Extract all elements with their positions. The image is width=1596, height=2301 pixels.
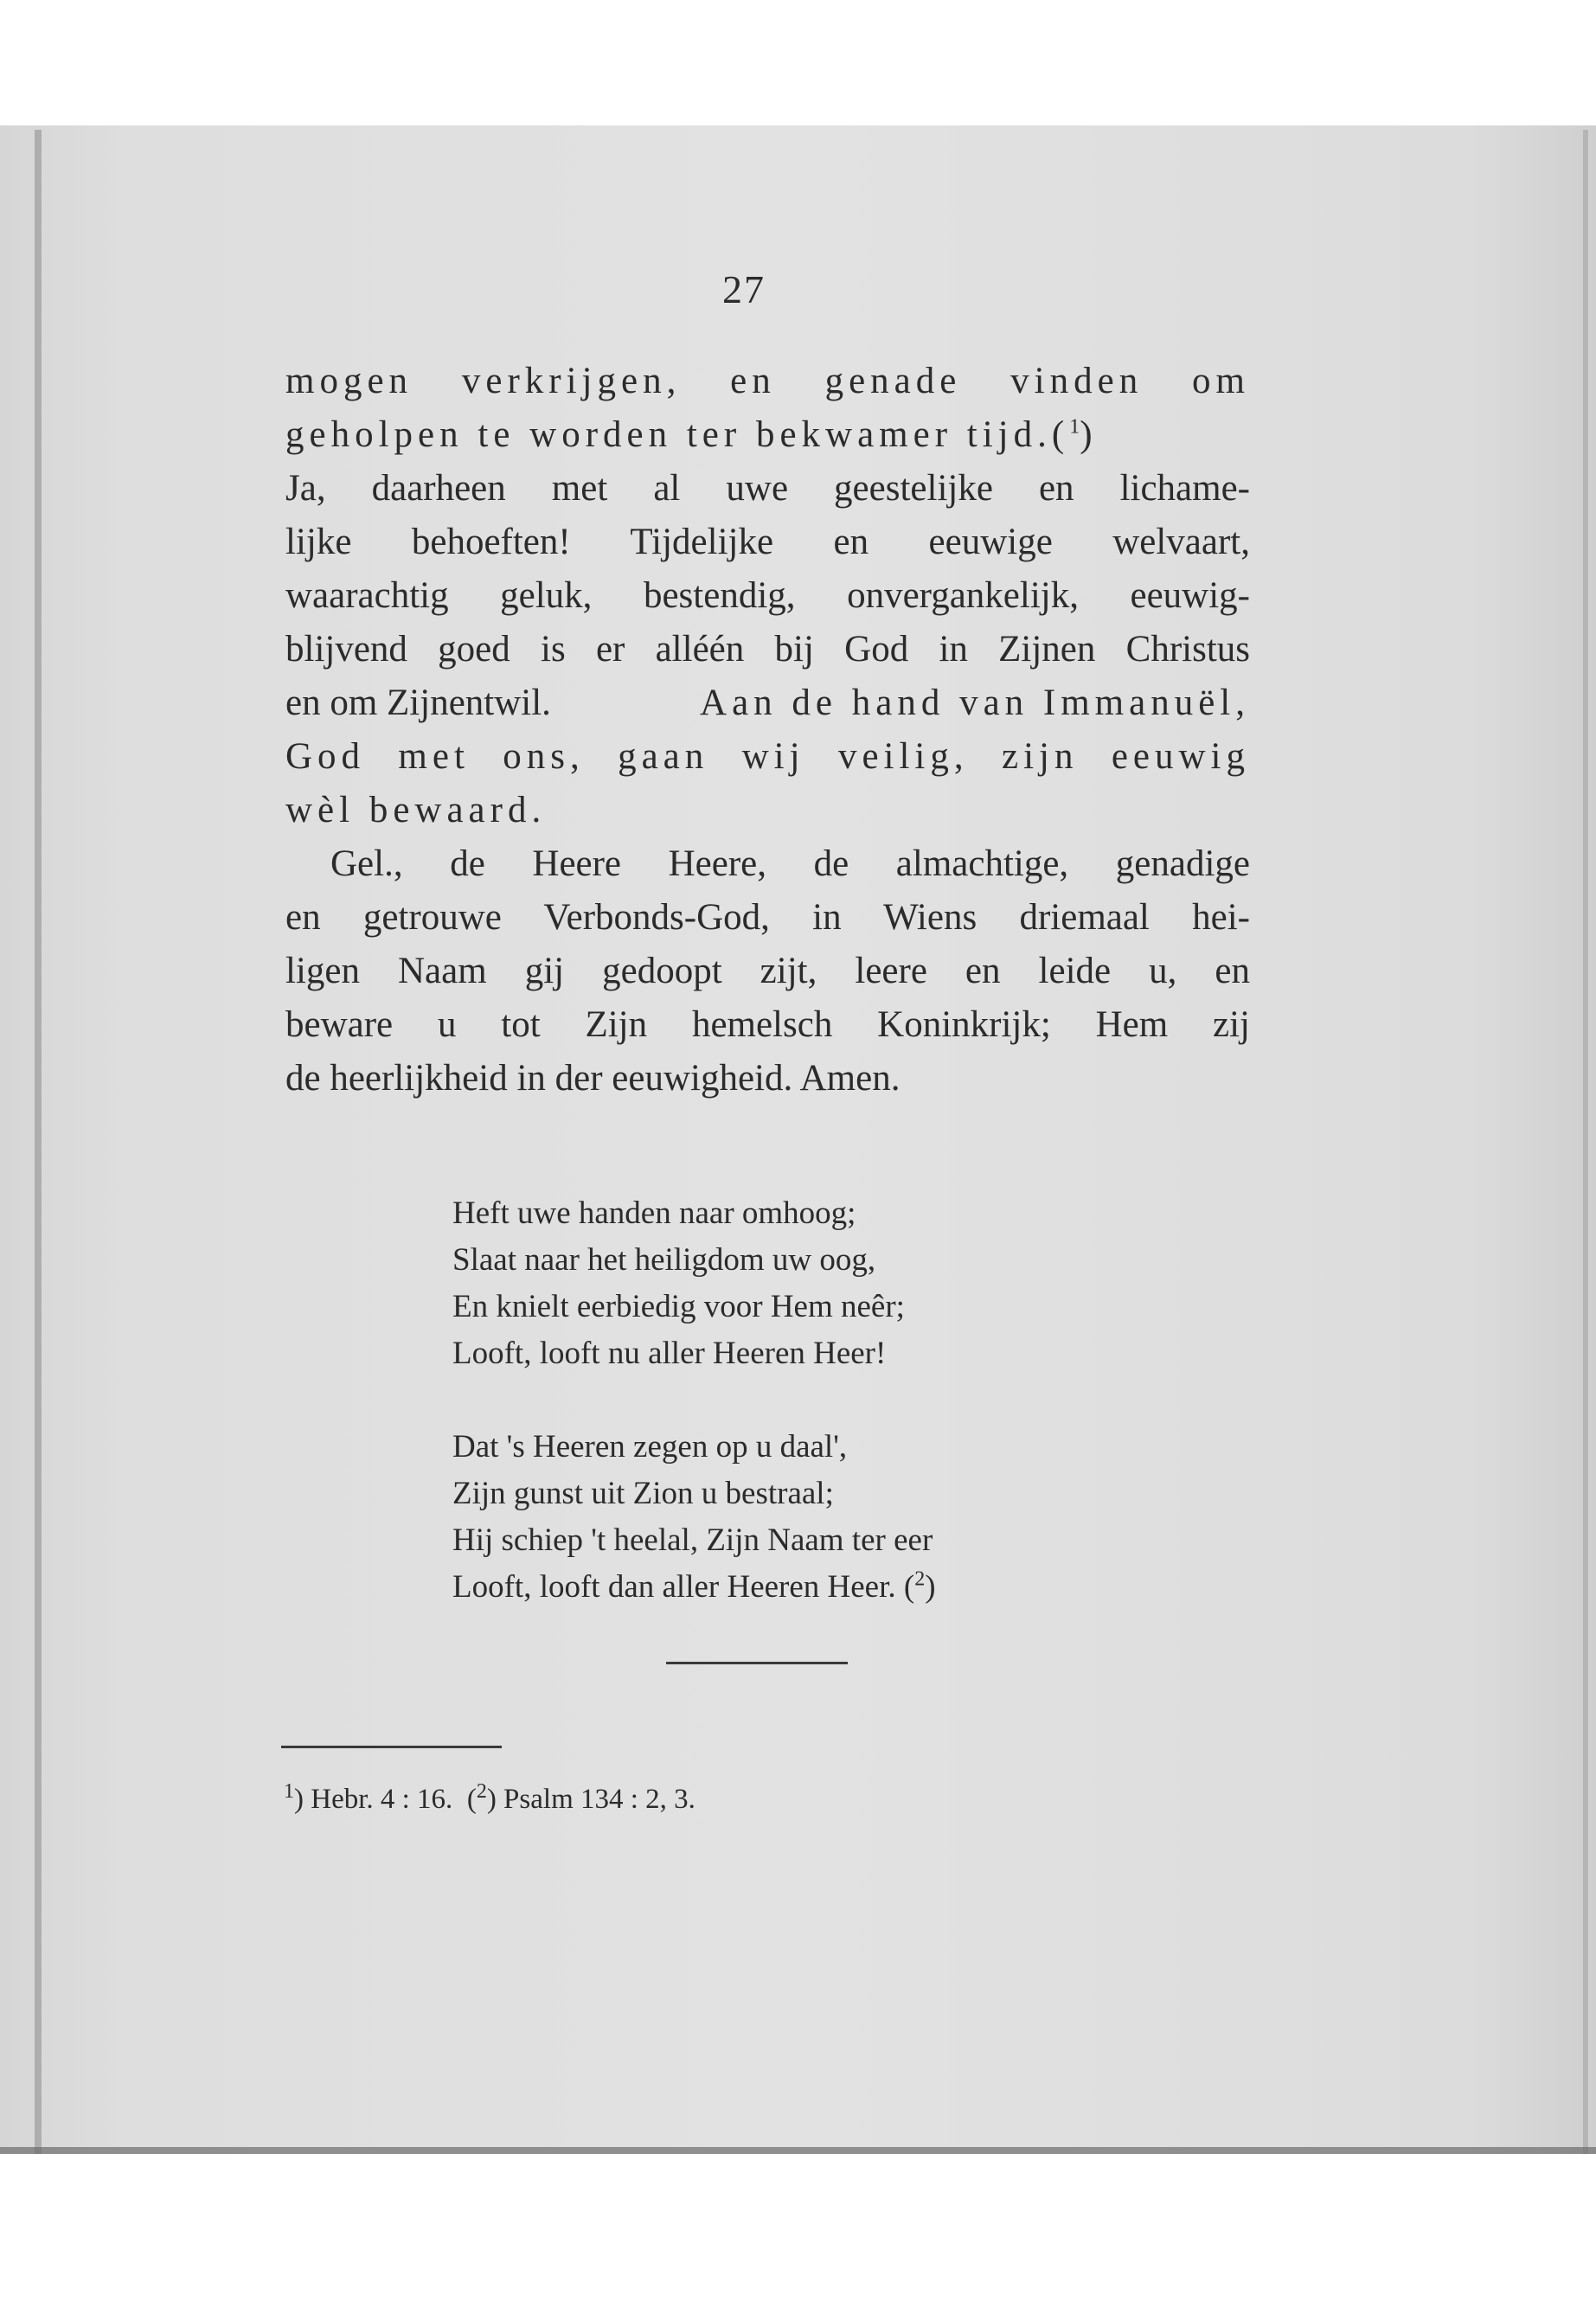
verse-line: Hij schiep 't heelal, Zijn Naam ter eer bbox=[452, 1522, 933, 1558]
prose-line: de heerlijkheid in der eeuwigheid. Amen. bbox=[285, 1058, 901, 1099]
prose-line: ligen Naam gij gedoopt zijt, leere en leide u, en bbox=[285, 951, 1250, 991]
page-number: 27 bbox=[722, 267, 766, 311]
prose-line: Ja, daarheen met al uwe geestelijke en lichame- bbox=[285, 468, 1250, 509]
prose-line: mogen verkrijgen, en genade vinden om bbox=[285, 361, 1250, 401]
footnote-open: ( bbox=[466, 1784, 477, 1815]
prose-line-text: en om Zijnentwil. bbox=[285, 683, 551, 723]
prose-line-spaced-text: Aan de hand van Immanuël, bbox=[700, 683, 1250, 723]
prose-line bbox=[285, 676, 1250, 730]
prose-line bbox=[285, 408, 1250, 462]
prose-line: waarachtig geluk, bestendig, onvergankelijk, eeuwig- bbox=[285, 575, 1250, 616]
prose-line: blijvend goed is er alléén bij God in Zijnen Christus bbox=[285, 629, 1250, 670]
footnote-ref: 2 bbox=[914, 1567, 926, 1591]
verse-line: Heft uwe handen naar omhoog; bbox=[452, 1195, 856, 1231]
footnote-ref: 1 bbox=[1069, 415, 1080, 439]
prose-block bbox=[285, 355, 1250, 1106]
page-edge-bottom bbox=[0, 2147, 1596, 2154]
prose-line: God met ons, gaan wij veilig, zijn eeuwig bbox=[285, 736, 1250, 777]
prose-line-text: geholpen te worden ter bekwamer tijd.( bbox=[285, 414, 1070, 455]
section-divider bbox=[666, 1662, 848, 1664]
verse-line: En knielt eerbiedig voor Hem neêr; bbox=[452, 1289, 905, 1324]
verse-stanza bbox=[452, 1190, 1127, 1377]
footnote-ref-close: ) bbox=[1080, 414, 1093, 455]
footnote-divider bbox=[281, 1746, 502, 1748]
binding-shadow-left bbox=[35, 130, 42, 2154]
footnote-number: 2 bbox=[476, 1780, 487, 1803]
footnote-text: ) Psalm 134 : 2, 3. bbox=[486, 1784, 695, 1815]
verse-line bbox=[452, 1564, 1127, 1611]
prose-line: en getrouwe Verbonds-God, in Wiens driemaal hei- bbox=[285, 897, 1250, 938]
prose-line: wèl bewaard. bbox=[285, 790, 547, 830]
verse-line: Looft, looft nu aller Heeren Heer! bbox=[452, 1336, 887, 1371]
verse-line-text: Looft, looft dan aller Heeren Heer. ( bbox=[452, 1569, 915, 1605]
footnotes bbox=[284, 1780, 695, 1816]
footnote-number: 1 bbox=[284, 1780, 294, 1803]
verse-line: Dat 's Heeren zegen op u daal', bbox=[452, 1429, 848, 1465]
prose-line: beware u tot Zijn hemelsch Koninkrijk; Hem zij bbox=[285, 1004, 1250, 1045]
page-edge-right bbox=[1583, 130, 1588, 2154]
verse-stanza bbox=[452, 1424, 1127, 1611]
prose-line: Gel., de Heere Heere, de almachtige, genadige bbox=[330, 843, 1250, 884]
verse-line: Zijn gunst uit Zion u bestraal; bbox=[452, 1476, 834, 1511]
footnote-text: ) Hebr. 4 : 16. bbox=[294, 1784, 453, 1815]
verse-line: Slaat naar het heiligdom uw oog, bbox=[452, 1242, 876, 1278]
footnote-ref-close: ) bbox=[925, 1569, 936, 1605]
prose-line: lijke behoeften! Tijdelijke en eeuwige welvaart, bbox=[285, 522, 1250, 562]
